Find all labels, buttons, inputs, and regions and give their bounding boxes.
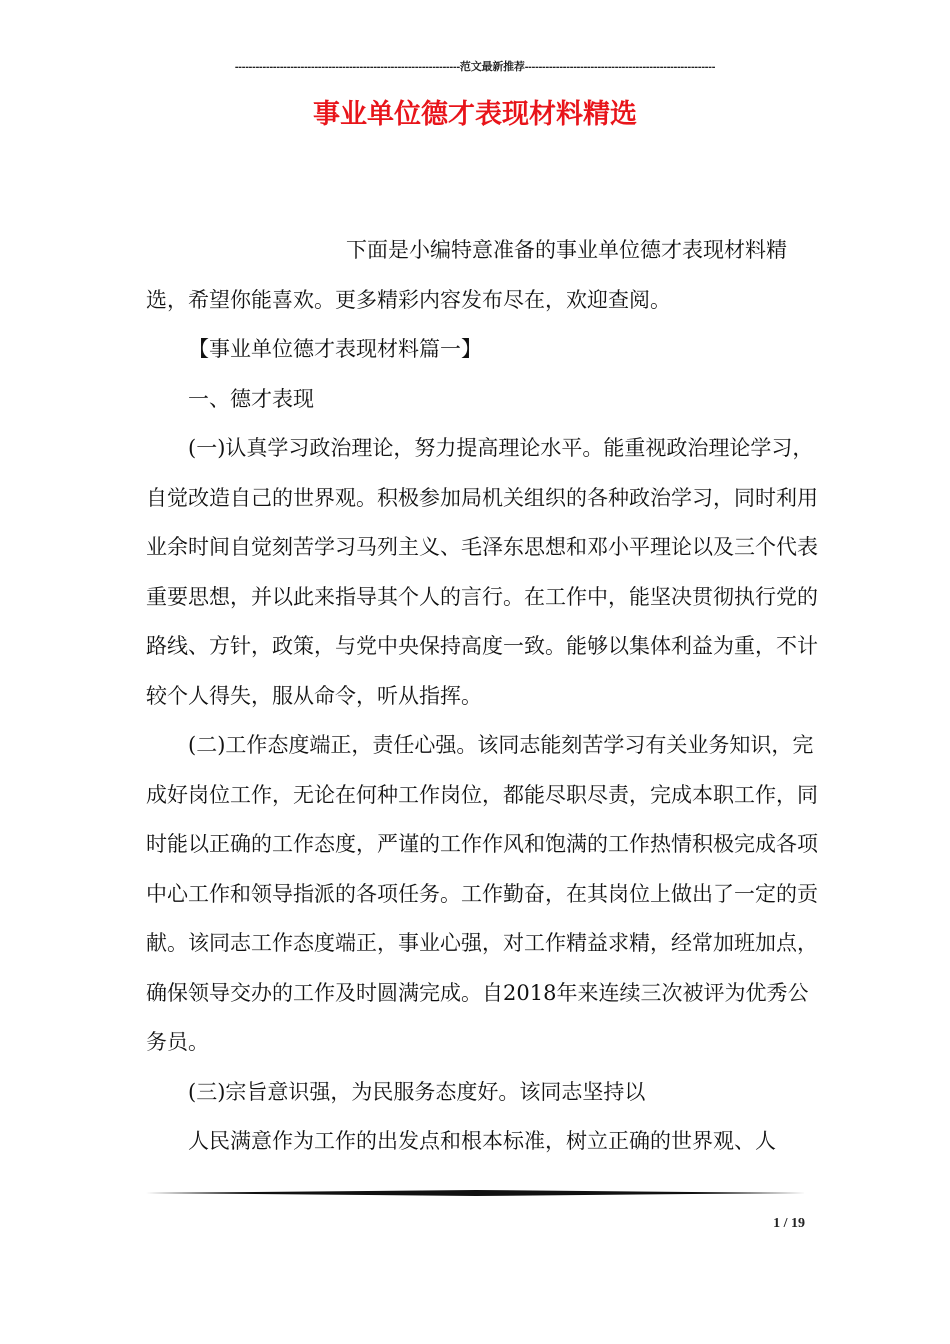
intro-paragraph: 下面是小编特意准备的事业单位德才表现材料精选，希望你能喜欢。更多精彩内容发布尽在，欢迎查阅。 bbox=[146, 238, 787, 312]
paragraph-3: (三)宗旨意识强，为民服务态度好。该同志坚持以 bbox=[188, 1079, 646, 1104]
paragraph-2: (二)工作态度端正，责任心强。该同志能刻苦学习有关业务知识，完成好岗位工作，无论在何种工作岗位，都能尽职尽责，完成本职工作，同时能以正确的工作态度，严谨的工作作风和饱满的工作热情积极完成各项中心工作和领导指派的各项任务。工作勤奋，在其岗位上做出了一定的贡献。该同志工作态度端正，事业心强，对工作精益求精，经常加班加点，确保领导交办的工作及时圆满完成。自2018年来连续三次被评为优秀公务员。 bbox=[146, 733, 818, 1054]
document-title: 事业单位德才表现材料精选 bbox=[313, 99, 637, 130]
document-body bbox=[146, 226, 818, 1167]
footer-divider bbox=[146, 1188, 806, 1198]
page-number: 1 / 19 bbox=[773, 1216, 805, 1231]
header-banner: -----------------------------------------------------------------范文最新推荐------------------------------------------------------- bbox=[234, 61, 716, 73]
paragraph-1: (一)认真学习政治理论，努力提高理论水平。能重视政治理论学习，自觉改造自己的世界观。积极参加局机关组织的各种政治学习，同时利用业余时间自觉刻苦学习马列主义、毛泽东思想和邓小平理论以及三个代表重要思想，并以此来指导其个人的言行。在工作中，能坚决贯彻执行党的路线、方针，政策，与党中央保持高度一致。能够以集体利益为重，不计较个人得失，服从命令，听从指挥。 bbox=[146, 436, 818, 708]
section-heading: 【事业单位德才表现材料篇一】 bbox=[188, 337, 482, 361]
paragraph-4: 人民满意作为工作的出发点和根本标准，树立正确的世界观、人 bbox=[188, 1129, 776, 1153]
part-heading: 一、德才表现 bbox=[188, 386, 314, 411]
